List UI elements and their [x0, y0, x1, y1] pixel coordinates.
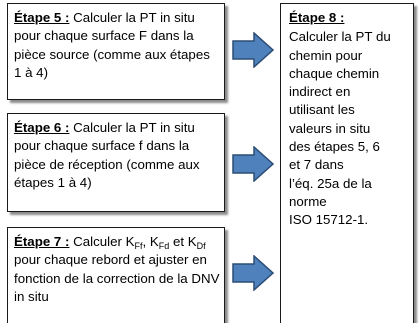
step-8-line: norme: [289, 193, 327, 209]
step-8-body: [289, 28, 409, 229]
step-7-sep-2: et K: [169, 234, 197, 249]
step-7-box: [7, 227, 225, 323]
arrow-right-icon: [232, 146, 274, 182]
step-5-box: [7, 3, 225, 100]
step-8-line: utilisant les: [289, 102, 355, 118]
step-8-line: des étapes 5, 6: [289, 139, 380, 155]
step-7-text-before: Calculer K: [73, 234, 135, 249]
step-7-sub-df: Df: [196, 241, 206, 251]
step-5-heading: Étape 5 :: [14, 10, 70, 25]
step-8-line: ISO 15712-1.: [289, 212, 369, 228]
step-7-text-after: pour chaque rebord et ajuster en fonction de la correction de la DNV in situ: [14, 252, 220, 304]
step-8-line: l’éq. 25a de la: [289, 175, 372, 191]
arrow-shape: [233, 256, 273, 290]
step-6-text: Calculer la PT in situ pour chaque surface f dans la pièce de réception (comme aux étapes 1 à 4): [14, 120, 200, 190]
step-7-sub-fd: Fd: [158, 241, 170, 251]
arrow-right-icon: [232, 32, 274, 68]
step-8-line: indirect en: [289, 84, 351, 100]
arrow-right-icon: [232, 255, 274, 291]
step-8-line: et 7 dans: [289, 157, 344, 173]
step-7-heading: Étape 7 :: [14, 234, 70, 249]
step-7-sep-1: , K: [142, 234, 159, 249]
step-7-sub-ff: Ff: [134, 241, 143, 251]
step-8-box: [280, 3, 414, 323]
step-8-heading: Étape 8 :: [289, 10, 345, 25]
step-6-heading: Étape 6 :: [14, 120, 70, 135]
arrow-shape: [233, 33, 273, 67]
step-8-line: valeurs in situ: [289, 120, 371, 136]
step-8-line: Calculer la PT du: [289, 29, 391, 45]
step-8-line: chemin pour: [289, 47, 363, 63]
step-8-line: chaque chemin: [289, 65, 380, 81]
arrow-shape: [233, 147, 273, 181]
step-5-text: Calculer la PT in situ pour chaque surface F dans la pièce source (comme aux étapes 1 à 4): [14, 10, 210, 80]
step-6-box: [7, 113, 225, 212]
